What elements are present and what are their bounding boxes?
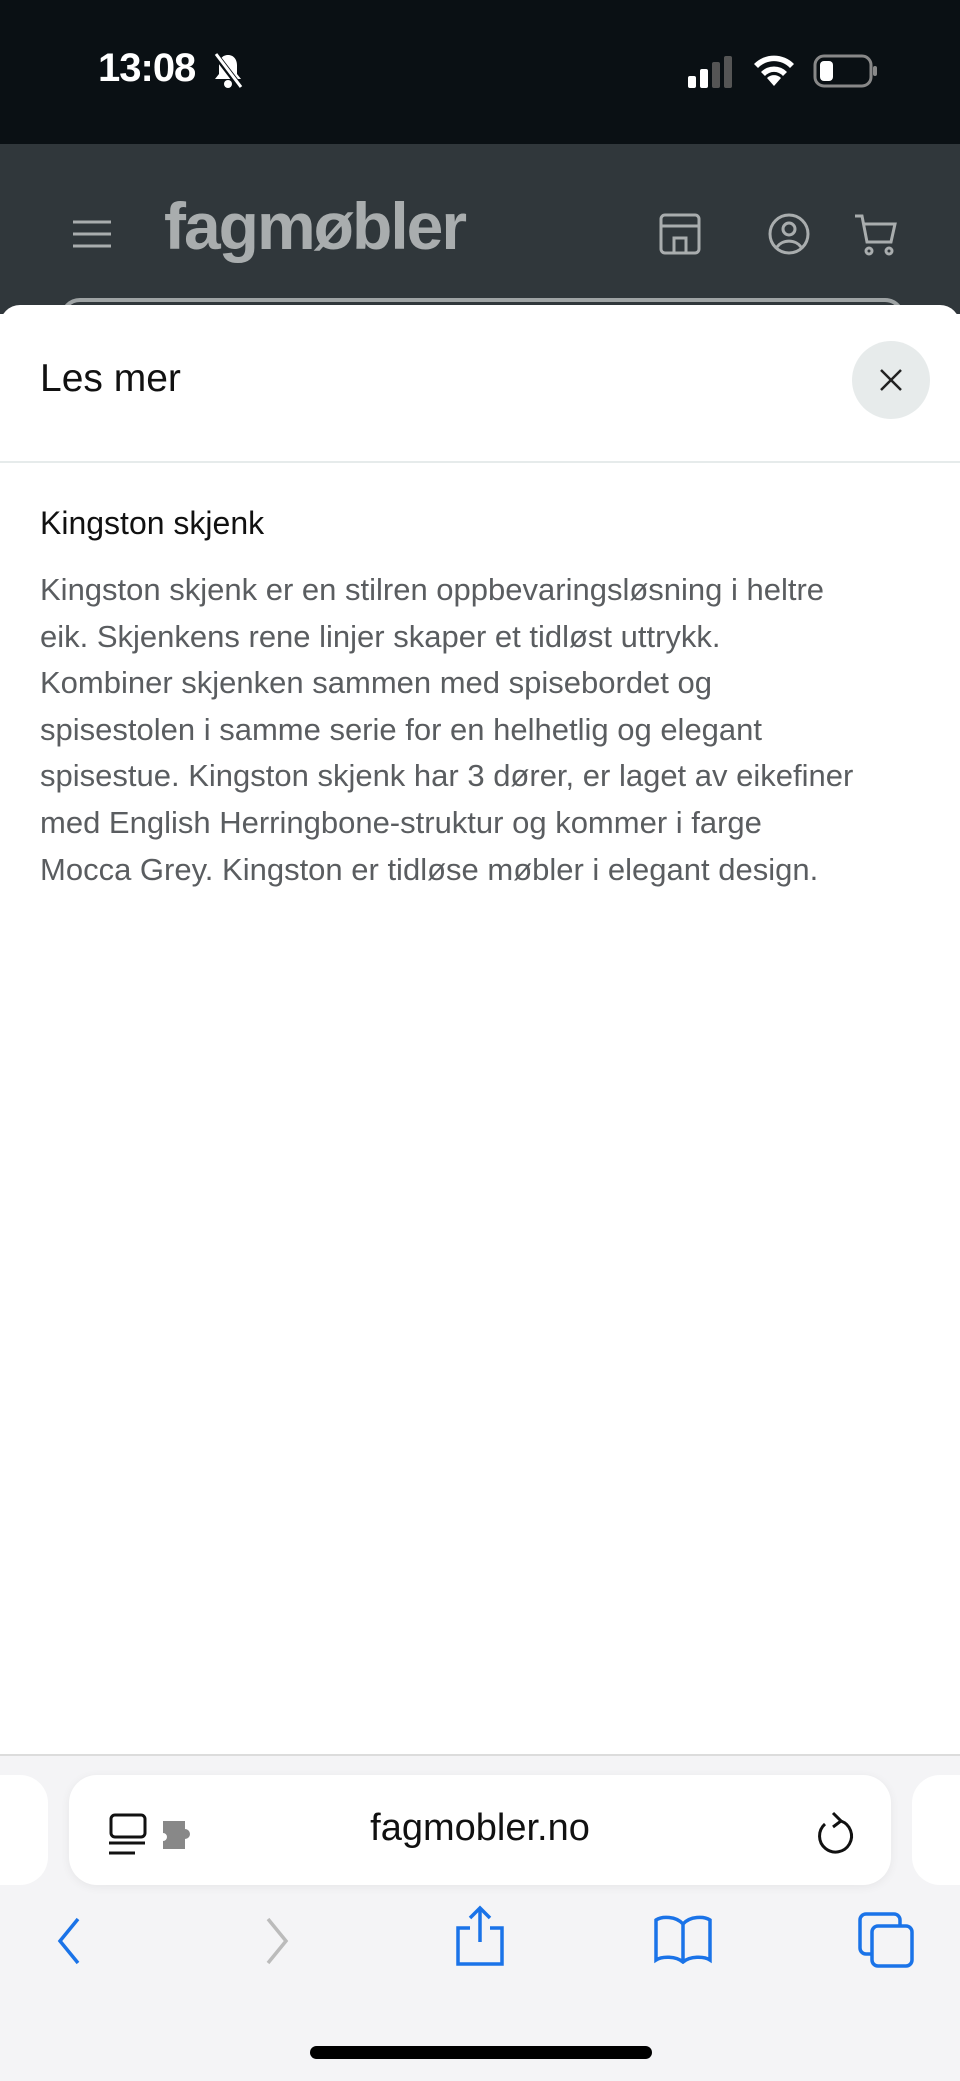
forward-icon[interactable]	[262, 1916, 292, 1966]
account-icon[interactable]	[767, 212, 811, 256]
divider	[0, 461, 960, 463]
description-line: spisestolen i samme serie for en helhetlig og elegant	[40, 711, 763, 747]
address-bar[interactable]	[69, 1775, 891, 1885]
site-logo[interactable]: fagmøbler	[164, 189, 466, 263]
tabs-icon[interactable]	[858, 1912, 916, 1968]
wifi-icon	[752, 52, 796, 86]
share-icon[interactable]	[454, 1904, 506, 1968]
home-indicator	[310, 2046, 652, 2059]
close-button[interactable]	[852, 341, 930, 419]
battery-icon	[813, 54, 879, 88]
close-icon	[879, 368, 903, 392]
silent-bell-icon	[213, 52, 243, 90]
product-heading: Kingston skjenk	[40, 505, 265, 541]
store-icon[interactable]	[658, 212, 702, 256]
back-icon[interactable]	[54, 1916, 84, 1966]
description-line: spisestue. Kingston skjenk har 3 dører, er laget av eikefiner	[40, 758, 854, 794]
description-line: med English Herringbone-struktur og kommer i farge	[40, 804, 762, 840]
previous-tab-preview[interactable]	[0, 1775, 48, 1885]
cart-icon[interactable]	[853, 212, 899, 258]
description-line: Kingston skjenk er en stilren oppbevaringsløsning i heltre	[40, 572, 825, 607]
clock: 13:08	[98, 46, 196, 90]
cellular-signal-icon	[688, 56, 738, 88]
description-line: eik. Skjenkens rene linjer skaper et tidløst uttrykk.	[40, 618, 721, 654]
description-line: Mocca Grey. Kingston er tidløse møbler i elegant design.	[40, 851, 819, 887]
reload-icon[interactable]	[815, 1811, 855, 1855]
product-description	[40, 567, 940, 893]
sheet-title: Les mer	[40, 357, 181, 400]
read-more-sheet	[0, 305, 960, 1755]
bookmarks-icon[interactable]	[652, 1914, 714, 1964]
hamburger-menu-icon[interactable]	[73, 220, 111, 248]
description-line: Kombiner skjenken sammen med spisebordet og	[40, 665, 713, 701]
next-tab-preview[interactable]	[912, 1775, 960, 1885]
browser-toolbar	[0, 1754, 960, 2081]
status-bar	[0, 0, 960, 144]
site-header	[0, 144, 960, 314]
url-text[interactable]: fagmobler.no	[370, 1807, 590, 1849]
